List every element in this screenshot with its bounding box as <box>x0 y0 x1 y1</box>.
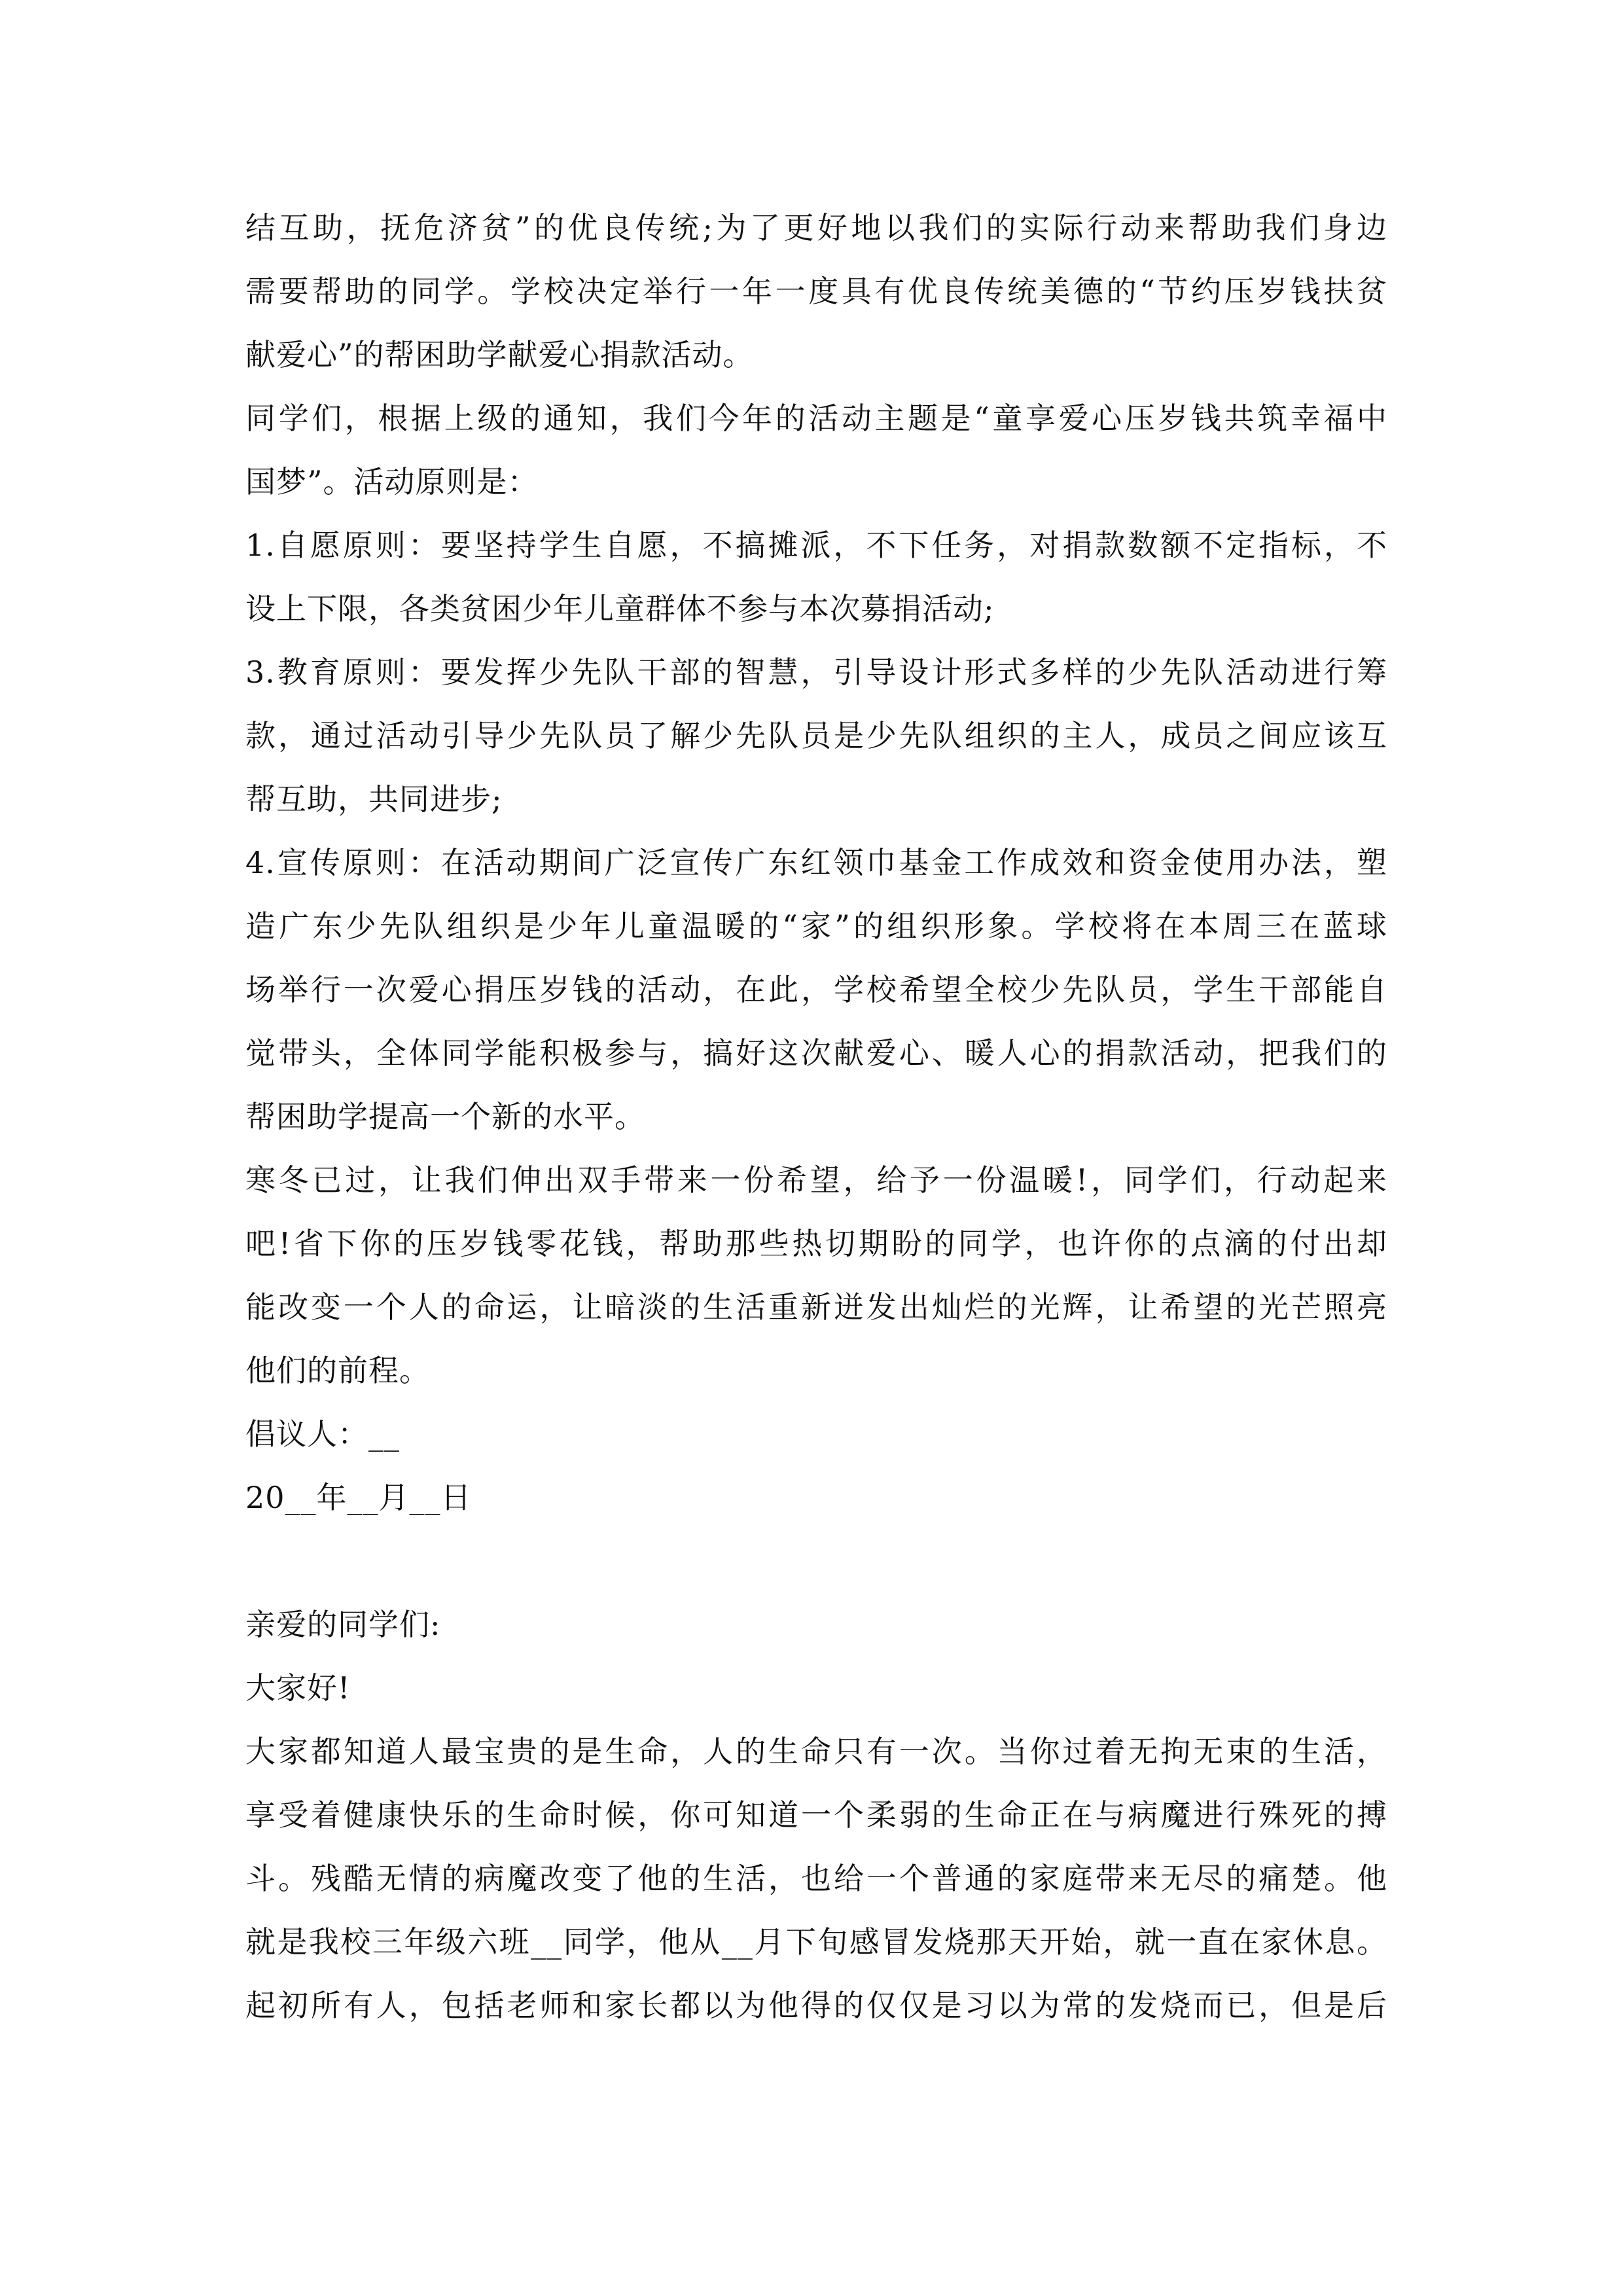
text-line: 同学们，根据上级的通知，我们今年的活动主题是“童享爱心压岁钱共筑幸福中 <box>245 401 1387 436</box>
text-line: 3.教育原则：要发挥少先队干部的智慧，引导设计形式多样的少先队活动进行筹 <box>245 655 1387 690</box>
text-line: 设上下限，各类贫困少年儿童群体不参与本次募捐活动; <box>245 591 995 626</box>
text-line: 场举行一次爱心捐压岁钱的活动，在此，学校希望全校少先队员，学生干部能自 <box>245 972 1387 1007</box>
text-line: 寒冬已过，让我们伸出双手带来一份希望，给予一份温暖!，同学们，行动起来 <box>245 1162 1387 1198</box>
text-line: 觉带头，全体同学能积极参与，搞好这次献爱心、暖人心的捐款活动，把我们的 <box>245 1035 1387 1071</box>
text-line: 吧!省下你的压岁钱零花钱，帮助那些热切期盼的同学，也许你的点滴的付出却 <box>245 1226 1387 1261</box>
text-line: 大家都知道人最宝贵的是生命，人的生命只有一次。当你过着无拘无束的生活， <box>245 1734 1387 1769</box>
document-body <box>245 196 1387 2037</box>
text-line: 4.宣传原则：在活动期间广泛宣传广东红领巾基金工作成效和资金使用办法，塑 <box>245 845 1387 880</box>
text-line: 国梦”。活动原则是： <box>245 464 539 499</box>
text-line: 造广东少先队组织是少年儿童温暖的“家”的组织形象。学校将在本周三在蓝球 <box>245 908 1387 944</box>
text-line: 帮互助，共同进步; <box>245 781 503 817</box>
greeting: 大家好! <box>245 1670 351 1706</box>
salutation: 亲爱的同学们: <box>245 1607 441 1642</box>
text-line: 款，通过活动引导少先队员了解少先队员是少先队组织的主人，成员之间应该互 <box>245 718 1387 753</box>
text-line: 他们的前程。 <box>245 1353 430 1388</box>
text-line: 就是我校三年级六班__同学，他从__月下旬感冒发烧那天开始，就一直在家休息。 <box>245 1924 1387 1960</box>
section-gap <box>245 1530 1387 1593</box>
date-line: 20__年__月__日 <box>245 1480 472 1515</box>
text-line: 起初所有人，包括老师和家长都以为他得的仅仅是习以为常的发烧而已，但是后 <box>245 1988 1387 2023</box>
text-line: 帮困助学提高一个新的水平。 <box>245 1099 645 1134</box>
text-line: 需要帮助的同学。学校决定举行一年一度具有优良传统美德的“节约压岁钱扶贫 <box>245 274 1387 309</box>
signature-line: 倡议人：__ <box>245 1416 400 1452</box>
text-line: 斗。残酷无情的病魔改变了他的生活，也给一个普通的家庭带来无尽的痛楚。他 <box>245 1861 1387 1896</box>
text-line: 能改变一个人的命运，让暗淡的生活重新迸发出灿烂的光辉，让希望的光芒照亮 <box>245 1289 1387 1325</box>
text-line: 结互助，抚危济贫”的优良传统;为了更好地以我们的实际行动来帮助我们身边 <box>245 210 1387 245</box>
text-line: 1.自愿原则：要坚持学生自愿，不搞摊派，不下任务，对捐款数额不定指标，不 <box>245 528 1387 563</box>
text-line: 献爱心”的帮困助学献爱心捐款活动。 <box>245 337 754 372</box>
text-line: 享受着健康快乐的生命时候，你可知道一个柔弱的生命正在与病魔进行殊死的搏 <box>245 1797 1387 1833</box>
